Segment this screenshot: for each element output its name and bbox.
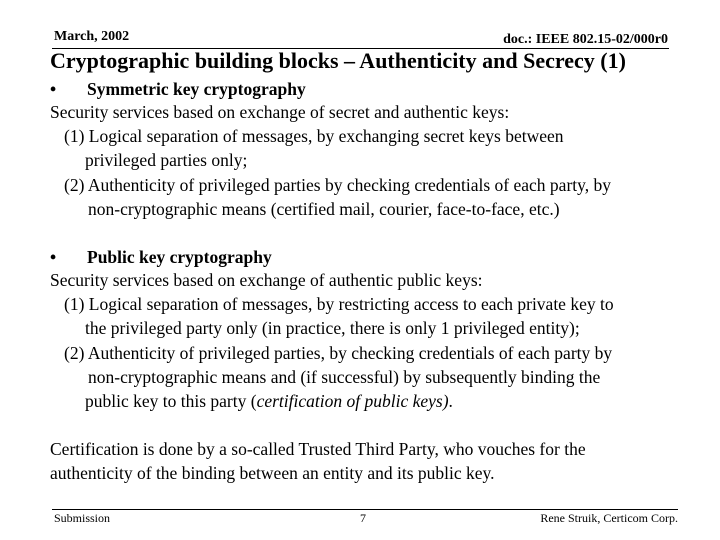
certification-line2: authenticity of the binding between an entity and its public key. xyxy=(50,463,495,483)
bullet-heading-symmetric xyxy=(50,79,306,100)
public-item2-line3-end: . xyxy=(448,391,453,411)
footer-submission: Submission xyxy=(54,511,111,525)
footer-rule xyxy=(52,509,678,510)
symmetric-item1-line2: privileged parties only; xyxy=(85,150,248,170)
certification-of-public-keys: certification of public keys) xyxy=(256,391,449,411)
public-item2-line3-plain: public key to this party ( xyxy=(85,391,257,411)
public-item2-line2: non-cryptographic means and (if successful) by subsequently binding the xyxy=(88,367,601,387)
symmetric-item2-line2: non-cryptographic means (certified mail, courier, face-to-face, etc.) xyxy=(88,199,560,219)
symmetric-intro: Security services based on exchange of secret and authentic keys: xyxy=(50,102,510,122)
symmetric-item1-line1: (1) Logical separation of messages, by exchanging secret keys between xyxy=(64,126,564,146)
public-item1-line2: the privileged party only (in practice, there is only 1 privileged entity); xyxy=(85,318,580,338)
public-intro: Security services based on exchange of authentic public keys: xyxy=(50,270,483,290)
bullet-icon: • xyxy=(50,247,57,267)
header-date: March, 2002 xyxy=(54,29,130,44)
bullet-icon: • xyxy=(50,79,57,99)
public-item2-line3 xyxy=(85,391,453,412)
slide-title: Cryptographic building blocks – Authenticity and Secrecy (1) xyxy=(50,48,626,73)
footer-page-number: 7 xyxy=(360,511,366,525)
heading-symmetric: Symmetric key cryptography xyxy=(87,79,306,99)
symmetric-item2-line1: (2) Authenticity of privileged parties by checking credentials of each party, by xyxy=(64,175,612,195)
footer-author: Rene Struik, Certicom Corp. xyxy=(540,511,678,525)
heading-public: Public key cryptography xyxy=(87,247,272,267)
public-item2-line1: (2) Authenticity of privileged parties, by checking credentials of each party by xyxy=(64,343,613,363)
header-doc-id: doc.: IEEE 802.15-02/000r0 xyxy=(503,32,668,47)
certification-line1: Certification is done by a so-called Trusted Third Party, who vouches for the xyxy=(50,439,586,459)
public-item1-line1: (1) Logical separation of messages, by restricting access to each private key to xyxy=(64,294,614,314)
bullet-heading-public xyxy=(50,247,272,268)
